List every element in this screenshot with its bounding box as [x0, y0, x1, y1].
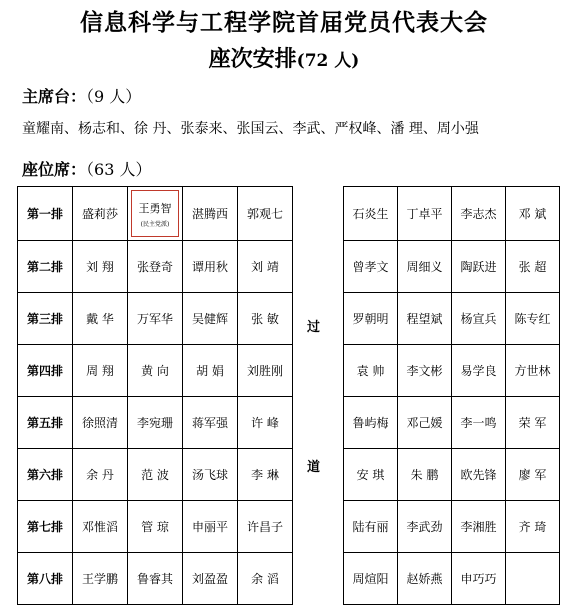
seat-cell: 郭观七: [238, 187, 293, 241]
seat-cell: 曾孝文: [344, 241, 398, 293]
seat-cell: 石炎生: [344, 187, 398, 241]
page-title: 信息科学与工程学院首届党员代表大会: [80, 9, 488, 36]
table-row: [344, 449, 560, 501]
seat-cell: 吴健辉: [183, 293, 238, 345]
subtitle-count: (72 人): [296, 51, 360, 71]
seat-cell: 朱 鹏: [398, 449, 452, 501]
seat-cell: 陆有丽: [344, 501, 398, 553]
seat-cell: 盛莉莎: [73, 187, 128, 241]
seat-cell: 范 波: [128, 449, 183, 501]
seat-cell: 李宛珊: [128, 397, 183, 449]
seat-cell: 周煊阳: [344, 553, 398, 605]
row-label: 第一排: [18, 187, 73, 241]
seat-cell: 齐 琦: [506, 501, 560, 553]
seating-heading: [22, 157, 151, 180]
seat-cell: 张 超: [506, 241, 560, 293]
seat-cell: 陈专红: [506, 293, 560, 345]
table-row: [18, 345, 293, 397]
seating-count: （63 人）: [86, 160, 152, 179]
seat-cell: 周 翔: [73, 345, 128, 397]
table-row: [18, 241, 293, 293]
row-label: 第七排: [18, 501, 73, 553]
seat-cell: 周细义: [398, 241, 452, 293]
row-label: 第六排: [18, 449, 73, 501]
seat-cell: 李志杰: [452, 187, 506, 241]
seat-cell: 李 琳: [238, 449, 293, 501]
table-row: [344, 345, 560, 397]
seat-cell: 王学鹏: [73, 553, 128, 605]
table-row: [344, 187, 560, 241]
seat-cell: 湛腾西: [183, 187, 238, 241]
seat-cell: 蒋军强: [183, 397, 238, 449]
aisle-label-top: 过: [307, 320, 321, 335]
table-row: [18, 293, 293, 345]
seat-cell: 罗朝明: [344, 293, 398, 345]
row-label: 第四排: [18, 345, 73, 397]
seat-cell: 杨宣兵: [452, 293, 506, 345]
seat-cell: 袁 帅: [344, 345, 398, 397]
presidium-label: 主席台：: [22, 87, 87, 106]
table-row: [344, 241, 560, 293]
seat-cell: 李一鸣: [452, 397, 506, 449]
seat-cell: 丁卓平: [398, 187, 452, 241]
seat-cell: 余 丹: [73, 449, 128, 501]
row-label: 第五排: [18, 397, 73, 449]
seat-cell: 李武劲: [398, 501, 452, 553]
seat-cell: 余 滔: [238, 553, 293, 605]
seat-cell: 方世林: [506, 345, 560, 397]
presidium-heading: [22, 84, 141, 107]
table-row: [344, 397, 560, 449]
highlight-box: [131, 190, 179, 237]
table-row: [18, 501, 293, 553]
table-row: [344, 553, 560, 605]
highlighted-name: 王勇智: [138, 201, 172, 215]
seat-cell: 陶跃进: [452, 241, 506, 293]
seat-cell: 戴 华: [73, 293, 128, 345]
seat-cell: 刘 翔: [73, 241, 128, 293]
seat-cell: 汤飞球: [183, 449, 238, 501]
seat-cell: 万军华: [128, 293, 183, 345]
seat-cell: 赵娇燕: [398, 553, 452, 605]
seat-cell: 张登奇: [128, 241, 183, 293]
seat-cell: 刘胜刚: [238, 345, 293, 397]
right-seating-table: [343, 186, 560, 605]
seat-cell: 许昌子: [238, 501, 293, 553]
seat-cell: 黄 向: [128, 345, 183, 397]
seat-cell: 徐照清: [73, 397, 128, 449]
table-row: [18, 397, 293, 449]
highlight-note: (民主党派): [140, 220, 170, 228]
seat-cell: 刘 靖: [238, 241, 293, 293]
page-subtitle: [0, 42, 568, 73]
seat-cell: 程望斌: [398, 293, 452, 345]
table-row: [344, 293, 560, 345]
seat-cell: 李湘胜: [452, 501, 506, 553]
presidium-count: （9 人）: [86, 87, 142, 106]
table-row: [18, 187, 293, 241]
seat-cell: 鲁睿其: [128, 553, 183, 605]
seat-cell: 申丽平: [183, 501, 238, 553]
subtitle-text: 座次安排: [208, 46, 297, 72]
seat-cell: 欧先锋: [452, 449, 506, 501]
row-label: 第八排: [18, 553, 73, 605]
aisle-label-bottom: 道: [307, 460, 321, 475]
table-row: [18, 553, 293, 605]
table-row: [18, 449, 293, 501]
seating-label: 座位席：: [22, 160, 87, 179]
row-label: 第二排: [18, 241, 73, 293]
seat-cell: [506, 553, 560, 605]
seat-cell: 廖 军: [506, 449, 560, 501]
seat-cell: 张 敏: [238, 293, 293, 345]
left-seating-table: [17, 186, 293, 605]
seat-cell: 邓 斌: [506, 187, 560, 241]
seat-cell: 刘盈盈: [183, 553, 238, 605]
seat-cell: 荣 军: [506, 397, 560, 449]
seat-cell: 邓己媛: [398, 397, 452, 449]
seat-cell: 安 琪: [344, 449, 398, 501]
seat-cell: 邓惟滔: [73, 501, 128, 553]
seat-cell: 许 峰: [238, 397, 293, 449]
presidium-members: 童耀南、杨志和、徐 丹、张泰来、张国云、李武、严权峰、潘 理、周小强: [22, 121, 479, 137]
seat-cell: 胡 娟: [183, 345, 238, 397]
seat-cell: 管 琼: [128, 501, 183, 553]
seat-cell: 李文彬: [398, 345, 452, 397]
seat-cell: 申巧巧: [452, 553, 506, 605]
table-row: [344, 501, 560, 553]
row-label: 第三排: [18, 293, 73, 345]
seat-cell-highlighted: [128, 187, 183, 241]
seat-cell: 谭用秋: [183, 241, 238, 293]
seat-cell: 鲁屿梅: [344, 397, 398, 449]
seat-cell: 易学良: [452, 345, 506, 397]
